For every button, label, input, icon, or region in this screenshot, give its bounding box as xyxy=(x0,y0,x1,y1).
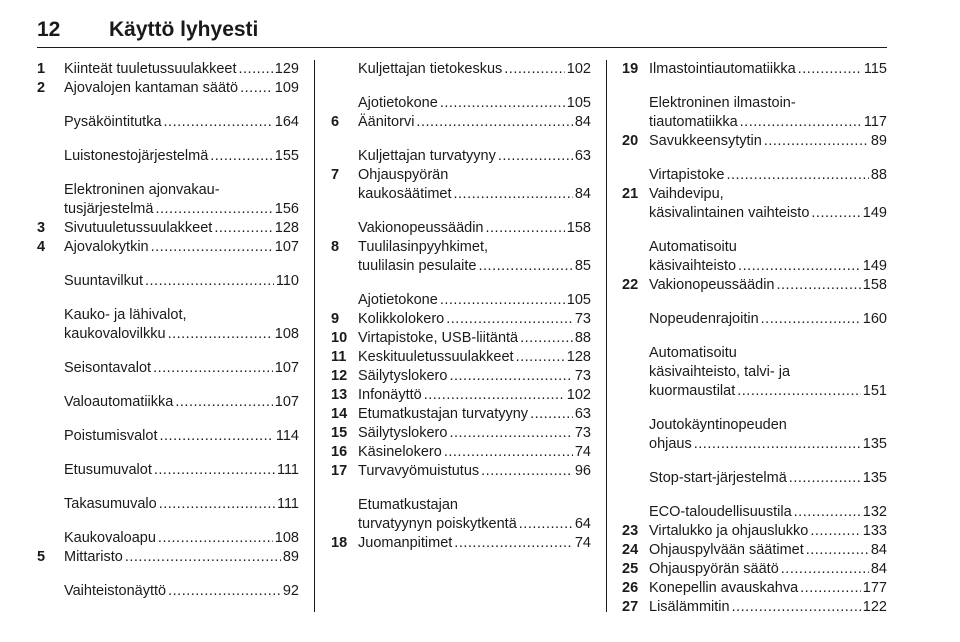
index-entry[interactable] xyxy=(622,469,887,488)
index-entry[interactable] xyxy=(622,238,887,276)
entry-label: Ohjauspyörän säätö xyxy=(649,561,779,577)
entry-label: käsivalintainen vaihteisto xyxy=(649,205,810,221)
entry-label: Poistumisvalot xyxy=(64,428,158,444)
entry-label: Vaihteistonäyttö xyxy=(64,583,167,599)
dot-leader xyxy=(175,393,272,412)
entry-label: Säilytyslokero xyxy=(358,368,448,384)
entry-label: Säilytyslokero xyxy=(358,425,448,441)
entry-label: Ohjauspylvään säätimet xyxy=(649,542,804,558)
entry-number: 16 xyxy=(331,444,348,460)
dot-leader xyxy=(520,329,573,348)
entry-label: Pysäköintitutka xyxy=(64,114,162,130)
entry-page-number: 158 xyxy=(862,277,887,293)
entry-page-number: 109 xyxy=(274,80,299,96)
index-entry[interactable] xyxy=(37,219,299,238)
index-entry[interactable] xyxy=(331,386,591,405)
index-entry[interactable] xyxy=(37,359,299,378)
dot-leader xyxy=(738,257,861,276)
entry-number: 18 xyxy=(331,535,348,551)
entry-page-number: 160 xyxy=(862,311,887,327)
entry-label: tusjärjestelmä xyxy=(64,201,154,217)
entry-label: kaukosäätimet xyxy=(358,186,452,202)
index-entry[interactable] xyxy=(622,598,887,617)
entry-label: Etusumuvalot xyxy=(64,462,152,478)
dot-leader xyxy=(145,272,274,291)
entry-page-number: 105 xyxy=(566,292,591,308)
entry-label: Suuntavilkut xyxy=(64,273,143,289)
entry-page-number: 64 xyxy=(574,516,591,532)
entry-page-number: 149 xyxy=(862,258,887,274)
index-entry[interactable] xyxy=(622,579,887,598)
entry-page-number: 115 xyxy=(863,61,887,77)
entry-label: Nopeudenrajoitin xyxy=(649,311,759,327)
entry-label: Äänitorvi xyxy=(358,114,415,130)
index-entry[interactable] xyxy=(331,219,591,238)
entry-page-number: 111 xyxy=(276,496,299,512)
dot-leader xyxy=(125,548,281,567)
entry-page-number: 117 xyxy=(863,114,887,130)
index-entry[interactable] xyxy=(37,79,299,98)
entry-number: 8 xyxy=(331,239,340,255)
index-entry[interactable] xyxy=(37,147,299,166)
entry-label-line: käsivaihteisto, talvi- ja xyxy=(649,364,791,380)
index-entry[interactable] xyxy=(37,427,299,446)
entry-number xyxy=(622,238,649,276)
dot-leader xyxy=(519,515,573,534)
entry-label: tiautomatiikka xyxy=(649,114,738,130)
entry-number: 7 xyxy=(331,167,340,183)
dot-leader xyxy=(481,462,573,481)
entry-label: käsivaihteisto xyxy=(649,258,737,274)
index-entry[interactable] xyxy=(622,185,887,223)
dot-leader xyxy=(516,348,565,367)
entry-number: 17 xyxy=(331,463,348,479)
page-number: 12 xyxy=(37,18,61,41)
entry-number xyxy=(622,416,649,454)
entry-page-number: 132 xyxy=(862,504,887,520)
dot-leader xyxy=(449,424,572,443)
entry-page-number: 85 xyxy=(574,258,591,274)
entry-page-number: 129 xyxy=(274,61,299,77)
page-title: Käyttö lyhyesti xyxy=(109,18,259,41)
entry-page-number: 73 xyxy=(574,311,591,327)
entry-number xyxy=(37,359,64,378)
dot-leader xyxy=(214,219,272,238)
entry-label: Virtalukko ja ohjauslukko xyxy=(649,523,809,539)
dot-leader xyxy=(159,427,273,446)
entry-page-number: 108 xyxy=(274,530,299,546)
dot-leader xyxy=(444,443,573,462)
entry-page-number: 88 xyxy=(870,167,887,183)
entry-page-number: 151 xyxy=(862,383,887,399)
index-entry[interactable] xyxy=(331,291,591,310)
entry-number xyxy=(622,469,649,488)
index-entry[interactable] xyxy=(37,495,299,514)
dot-leader xyxy=(530,405,573,424)
entry-number: 24 xyxy=(622,542,639,558)
index-entry[interactable] xyxy=(331,405,591,424)
dot-leader xyxy=(153,359,273,378)
dot-leader xyxy=(498,147,573,166)
dot-leader xyxy=(789,469,861,488)
index-entry[interactable] xyxy=(331,462,591,481)
entry-page-number: 128 xyxy=(566,349,591,365)
entry-label: Juomanpitimet xyxy=(358,535,453,551)
dot-leader xyxy=(479,257,573,276)
index-entry[interactable] xyxy=(37,393,299,412)
entry-label: kuormaustilat xyxy=(649,383,736,399)
dot-leader xyxy=(158,529,273,548)
dot-leader xyxy=(416,113,572,132)
dot-leader xyxy=(151,238,273,257)
entry-number xyxy=(37,427,64,446)
dot-leader xyxy=(154,461,275,480)
entry-page-number: 177 xyxy=(862,580,887,596)
dot-leader xyxy=(811,204,860,223)
entry-page-number: 133 xyxy=(862,523,887,539)
entry-label: Valoautomatiikka xyxy=(64,394,174,410)
entry-number xyxy=(37,529,64,548)
entry-label: Kolikkolokero xyxy=(358,311,445,327)
dot-leader xyxy=(240,79,273,98)
entry-page-number: 122 xyxy=(862,599,887,615)
entry-page-number: 84 xyxy=(870,561,887,577)
entry-label: ECO-taloudellisuustila xyxy=(649,504,792,520)
entry-label-line: Automatisoitu xyxy=(649,345,737,361)
entry-label-line: Joutokäyntinopeuden xyxy=(649,417,787,433)
index-column-1 xyxy=(37,60,299,601)
entry-page-number: 92 xyxy=(282,583,299,599)
entry-label: Ilmastointiautomatiikka xyxy=(649,61,796,77)
entry-label-line: Kauko- ja lähivalot, xyxy=(64,307,187,323)
entry-number xyxy=(331,94,358,113)
dot-leader xyxy=(800,579,861,598)
entry-page-number: 135 xyxy=(862,436,887,452)
entry-number xyxy=(37,582,64,601)
header-rule xyxy=(37,47,887,48)
index-entry[interactable] xyxy=(331,60,591,79)
entry-label: Ajovalokytkin xyxy=(64,239,149,255)
dot-leader xyxy=(732,598,861,617)
dot-leader xyxy=(761,310,861,329)
entry-label: Luistonestojärjestelmä xyxy=(64,148,209,164)
entry-label: Ajotietokone xyxy=(358,95,438,111)
entry-number: 2 xyxy=(37,80,46,96)
entry-page-number: 110 xyxy=(275,273,299,289)
index-entry[interactable] xyxy=(331,310,591,329)
dot-leader xyxy=(449,367,572,386)
entry-page-number: 73 xyxy=(574,425,591,441)
entry-label-line: Ohjauspyörän xyxy=(358,167,449,183)
entry-page-number: 74 xyxy=(574,535,591,551)
index-entry[interactable] xyxy=(622,522,887,541)
index-entry[interactable] xyxy=(37,60,299,79)
entry-label: Kiinteät tuuletussuulakkeet xyxy=(64,61,237,77)
entry-number: 11 xyxy=(331,349,347,365)
index-entry[interactable] xyxy=(37,238,299,257)
dot-leader xyxy=(798,60,862,79)
entry-page-number: 111 xyxy=(276,462,299,478)
entry-page-number: 158 xyxy=(566,220,591,236)
index-entry[interactable] xyxy=(622,60,887,79)
index-entry[interactable] xyxy=(331,238,591,276)
dot-leader xyxy=(440,94,565,113)
dot-leader xyxy=(794,503,861,522)
entry-number: 9 xyxy=(331,311,340,327)
entry-page-number: 102 xyxy=(566,61,591,77)
entry-number xyxy=(622,503,649,522)
entry-number: 14 xyxy=(331,406,348,422)
entry-label-line: Automatisoitu xyxy=(649,239,737,255)
dot-leader xyxy=(740,113,862,132)
entry-label: Savukkeensytytin xyxy=(649,133,762,149)
index-entry[interactable] xyxy=(37,548,299,567)
dot-leader xyxy=(454,534,573,553)
index-entry[interactable] xyxy=(622,276,887,295)
entry-label: Takasumuvalo xyxy=(64,496,157,512)
entry-number: 12 xyxy=(331,368,348,384)
dot-leader xyxy=(168,325,273,344)
index-entry[interactable] xyxy=(331,534,591,553)
entry-page-number: 63 xyxy=(574,148,591,164)
entry-label: kaukovalovilkku xyxy=(64,326,166,342)
entry-page-number: 107 xyxy=(274,360,299,376)
entry-number xyxy=(331,60,358,79)
entry-number xyxy=(37,495,64,514)
entry-page-number: 135 xyxy=(862,470,887,486)
index-entry[interactable] xyxy=(331,348,591,367)
entry-number: 13 xyxy=(331,387,348,403)
entry-label: Lisälämmitin xyxy=(649,599,730,615)
dot-leader xyxy=(810,522,860,541)
index-entry[interactable] xyxy=(331,367,591,386)
index-entry[interactable] xyxy=(622,132,887,151)
dot-leader xyxy=(159,495,275,514)
entry-label-line: Elektroninen ilmastoin- xyxy=(649,95,796,111)
dot-leader xyxy=(424,386,565,405)
dot-leader xyxy=(694,435,861,454)
dot-leader xyxy=(504,60,565,79)
entry-number: 1 xyxy=(37,61,46,77)
index-entry[interactable] xyxy=(331,94,591,113)
index-entry[interactable] xyxy=(622,94,887,132)
index-entry[interactable] xyxy=(622,166,887,185)
entry-number: 22 xyxy=(622,277,639,293)
entry-page-number: 89 xyxy=(282,549,299,565)
entry-number: 5 xyxy=(37,549,46,565)
entry-label: Etumatkustajan turvatyyny xyxy=(358,406,529,422)
entry-number: 20 xyxy=(622,133,639,149)
dot-leader xyxy=(454,185,573,204)
entry-label: Mittaristo xyxy=(64,549,123,565)
entry-number xyxy=(37,272,64,291)
dot-leader xyxy=(727,166,869,185)
entry-page-number: 156 xyxy=(274,201,299,217)
entry-number xyxy=(37,147,64,166)
entry-number: 26 xyxy=(622,580,639,596)
entry-number: 21 xyxy=(622,186,639,202)
entry-page-number: 128 xyxy=(274,220,299,236)
entry-number xyxy=(37,306,64,344)
index-entry[interactable] xyxy=(622,541,887,560)
index-entry[interactable] xyxy=(37,113,299,132)
index-entry[interactable] xyxy=(37,582,299,601)
dot-leader xyxy=(446,310,573,329)
entry-page-number: 105 xyxy=(566,95,591,111)
index-entry[interactable] xyxy=(37,181,299,219)
entry-label-line: Vaihdevipu, xyxy=(649,186,724,202)
entry-label: Virtapistoke xyxy=(649,167,725,183)
entry-page-number: 63 xyxy=(574,406,591,422)
entry-label: Kuljettajan tietokeskus xyxy=(358,61,503,77)
dot-leader xyxy=(764,132,869,151)
entry-label: turvatyynyn poiskytkentä xyxy=(358,516,517,532)
entry-label: Kuljettajan turvatyyny xyxy=(358,148,496,164)
index-entry[interactable] xyxy=(331,496,591,534)
entry-number xyxy=(37,113,64,132)
entry-page-number: 73 xyxy=(574,368,591,384)
entry-page-number: 107 xyxy=(274,239,299,255)
entry-page-number: 88 xyxy=(574,330,591,346)
entry-number xyxy=(331,219,358,238)
dot-leader xyxy=(737,382,861,401)
entry-label: Turvavyömuistutus xyxy=(358,463,480,479)
entry-label: Keskituuletussuulakkeet xyxy=(358,349,514,365)
dot-leader xyxy=(155,200,272,219)
entry-number: 15 xyxy=(331,425,348,441)
dot-leader xyxy=(210,147,273,166)
entry-label: Ajovalojen kantaman säätö xyxy=(64,80,239,96)
entry-label: Käsinelokero xyxy=(358,444,442,460)
index-entry[interactable] xyxy=(37,461,299,480)
entry-number xyxy=(331,496,358,534)
entry-page-number: 84 xyxy=(574,114,591,130)
entry-page-number: 74 xyxy=(574,444,591,460)
entry-number: 10 xyxy=(331,330,348,346)
entry-label: Vakionopeussäädin xyxy=(358,220,484,236)
index-entry[interactable] xyxy=(331,147,591,166)
entry-number: 23 xyxy=(622,523,639,539)
entry-label: Virtapistoke, USB-liitäntä xyxy=(358,330,519,346)
entry-label: Ajotietokone xyxy=(358,292,438,308)
dot-leader xyxy=(486,219,565,238)
entry-page-number: 102 xyxy=(566,387,591,403)
column-divider xyxy=(314,60,315,612)
entry-page-number: 108 xyxy=(274,326,299,342)
entry-label: ohjaus xyxy=(649,436,692,452)
entry-page-number: 96 xyxy=(574,463,591,479)
dot-leader xyxy=(440,291,565,310)
dot-leader xyxy=(806,541,869,560)
entry-page-number: 84 xyxy=(574,186,591,202)
index-entry[interactable] xyxy=(622,416,887,454)
entry-label: tuulilasin pesulaite xyxy=(358,258,477,274)
entry-label-line: Etumatkustajan xyxy=(358,497,458,513)
entry-number xyxy=(37,181,64,219)
entry-label: Sivutuuletussuulakkeet xyxy=(64,220,213,236)
entry-number xyxy=(622,94,649,132)
dot-leader xyxy=(168,582,281,601)
index-entry[interactable] xyxy=(331,424,591,443)
index-column-2 xyxy=(331,60,591,553)
entry-number: 4 xyxy=(37,239,46,255)
entry-number xyxy=(331,147,358,166)
entry-page-number: 89 xyxy=(870,133,887,149)
column-divider xyxy=(606,60,607,612)
index-entry[interactable] xyxy=(331,329,591,348)
entry-number xyxy=(37,461,64,480)
entry-page-number: 84 xyxy=(870,542,887,558)
entry-number: 6 xyxy=(331,114,340,130)
entry-number: 19 xyxy=(622,61,639,77)
entry-label: Vakionopeussäädin xyxy=(649,277,775,293)
entry-label: Stop-start-järjestelmä xyxy=(649,470,787,486)
entry-number xyxy=(622,344,649,401)
entry-page-number: 149 xyxy=(862,205,887,221)
index-entry[interactable] xyxy=(331,113,591,132)
dot-leader xyxy=(781,560,869,579)
entry-number xyxy=(622,310,649,329)
entry-number xyxy=(331,291,358,310)
entry-label: Konepellin avauskahva xyxy=(649,580,799,596)
index-entry[interactable] xyxy=(622,344,887,401)
dot-leader xyxy=(777,276,861,295)
entry-page-number: 164 xyxy=(274,114,299,130)
index-entry[interactable] xyxy=(37,272,299,291)
index-entry[interactable] xyxy=(37,529,299,548)
index-entry[interactable] xyxy=(622,560,887,579)
entry-number: 27 xyxy=(622,599,639,615)
index-column-3 xyxy=(622,60,887,617)
entry-number xyxy=(37,393,64,412)
index-entry[interactable] xyxy=(331,443,591,462)
entry-page-number: 155 xyxy=(274,148,299,164)
entry-page-number: 114 xyxy=(275,428,299,444)
entry-number: 3 xyxy=(37,220,46,236)
index-entry[interactable] xyxy=(331,166,591,204)
entry-number xyxy=(622,166,649,185)
dot-leader xyxy=(164,113,273,132)
entry-label: Kaukovaloapu xyxy=(64,530,156,546)
index-entry[interactable] xyxy=(37,306,299,344)
index-entry[interactable] xyxy=(622,503,887,522)
entry-label-line: Elektroninen ajonvakau- xyxy=(64,182,220,198)
entry-label: Seisontavalot xyxy=(64,360,152,376)
entry-label-line: Tuulilasinpyyhkimet, xyxy=(358,239,489,255)
entry-page-number: 107 xyxy=(274,394,299,410)
index-entry[interactable] xyxy=(622,310,887,329)
dot-leader xyxy=(239,60,273,79)
entry-number: 25 xyxy=(622,561,639,577)
entry-label: Infonäyttö xyxy=(358,387,422,403)
